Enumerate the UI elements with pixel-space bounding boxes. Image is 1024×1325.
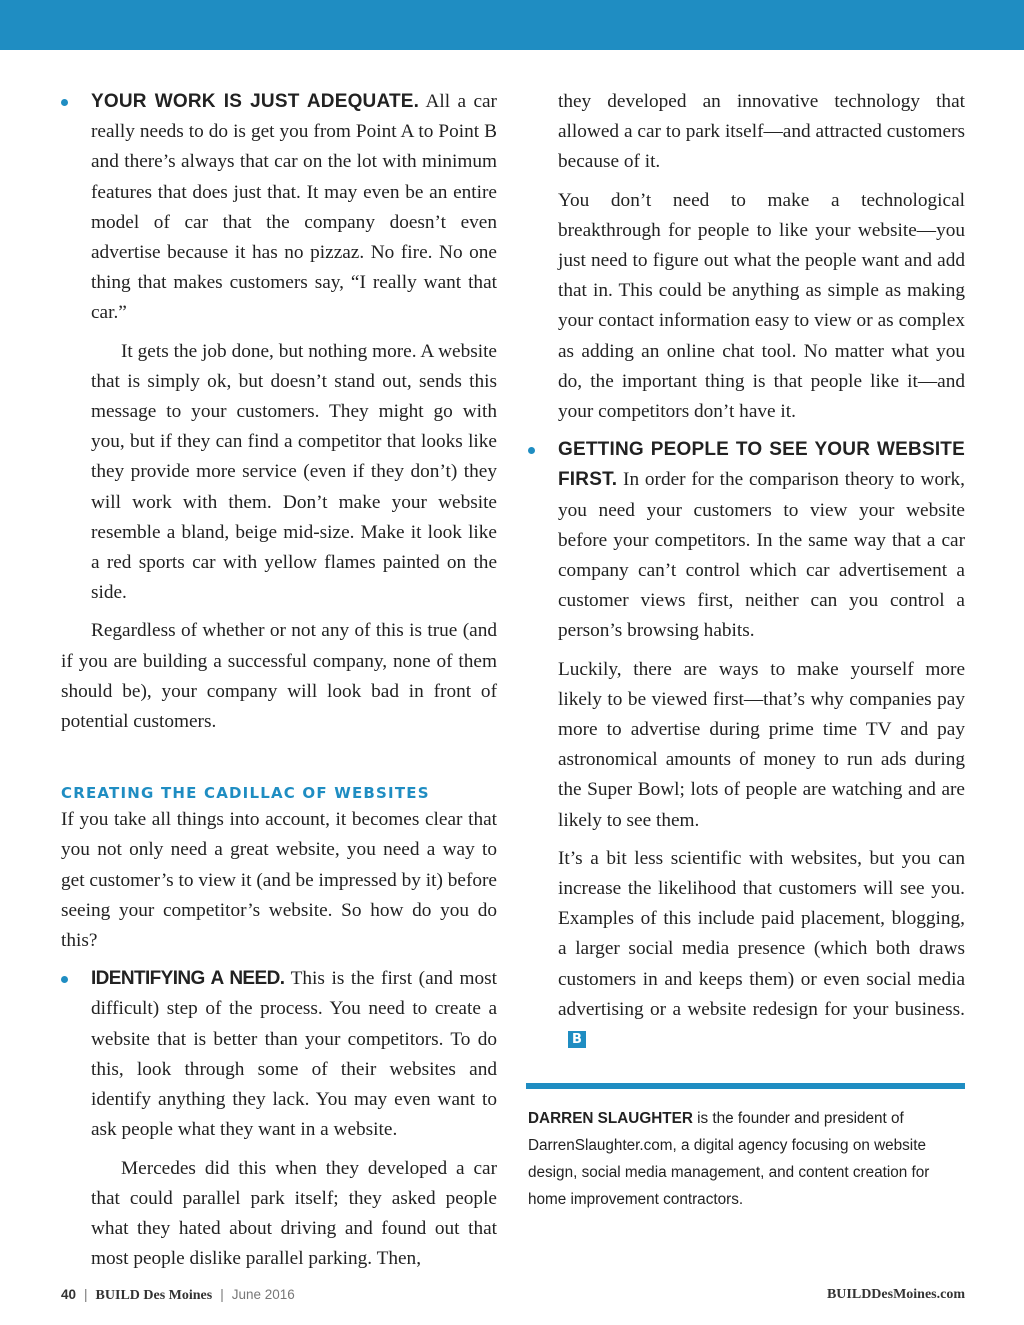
bullet-followup-paragraph: Luckily, there are ways to make yourself more likely to be viewed first—that’s why companies pay more to advertise during prime time TV and pay astronomical amounts of money to run ads during the Super Bowl; lots of people are watching and are likely to see them.	[558, 658, 965, 831]
issue-date: June 2016	[231, 1287, 295, 1302]
body-paragraph: You don’t need to make a technological breakthrough for people to like your website—you just need to figure out what the people want and add that in. This could be anything as simple as making your contact information easy to view or as complex as adding an online chat tool. No matter what you do, the important thing is that people like it—and your competitors don’t have it.	[558, 189, 965, 423]
bullet-lead: YOUR WORK IS JUST ADEQUATE.	[91, 91, 420, 112]
right-column	[528, 87, 965, 1213]
bullet-dot-icon	[61, 976, 68, 983]
page-footer	[61, 1287, 965, 1307]
bullet-item	[61, 87, 497, 608]
bullet-text: In order for the comparison theory to work, you need your customers to view your website before your competitors. In the same way that a car company can’t control which car advertisement a customer views first, neither can you control a person’s browsing habits.	[558, 469, 965, 642]
end-mark-icon: B	[568, 1031, 586, 1048]
footer-separator: |	[220, 1287, 224, 1302]
section-intro-paragraph: If you take all things into account, it becomes clear that you not only need a great website, you need a way to get customer’s to view it (and be impressed by it) before seeing your competitor’s website. So how do you do this?	[61, 809, 497, 952]
footer-left	[61, 1287, 295, 1304]
continued-paragraph: they developed an innovative technology that allowed a car to park itself—and attracted customers because of it.	[558, 91, 965, 173]
page-number: 40	[61, 1287, 77, 1302]
continued-bullet	[528, 87, 965, 427]
bullet-dot-icon	[61, 99, 68, 106]
footer-separator: |	[84, 1287, 88, 1302]
bullet-lead: GETTING PEOPLE TO SEE YOUR WEBSITE FIRST.	[558, 439, 965, 491]
bio-divider	[526, 1083, 965, 1089]
bullet-followup-paragraph	[558, 844, 965, 1055]
bullet-dot-icon	[528, 447, 535, 454]
bullet-lead: IDENTIFYING A NEED.	[91, 968, 285, 990]
bullet-followup-paragraph: Mercedes did this when they developed a car that could parallel park itself; they asked people what they hated about driving and found out that most people dislike parallel parking. Then,	[91, 1157, 497, 1270]
closing-text: It’s a bit less scientific with websites, but you can increase the likelihood that customers will see you. Examples of this include paid placement, blogging, a larger social media presence (which both draws customers in and keeps them) or even social media advertising or a website redesign for your business.	[558, 847, 965, 1020]
bullet-item	[61, 964, 497, 1274]
left-column	[61, 87, 497, 1274]
author-bio	[528, 1105, 965, 1213]
header-bar	[0, 0, 1024, 50]
author-bio-text: is the founder and president of DarrenSlaughter.com, a digital agency focusing on website design, social media management, and content creation for home improvement contractors.	[528, 1110, 930, 1209]
bullet-paragraph	[558, 435, 965, 646]
bullet-paragraph	[91, 87, 497, 329]
bullet-item	[528, 435, 965, 1055]
bullet-text: All a car really needs to do is get you from Point A to Point B and there’s always that car on the lot with minimum features that does just that. It may even be an entire model of car that the company doesn’t even advertise because it has no pizzaz. No fire. No one thing that makes customers say, “I really want that car.”	[91, 91, 497, 324]
bullet-followup-paragraph: It gets the job done, but nothing more. A website that is simply ok, but doesn’t stand out, sends this message to your customers. They might go with you, but if they can find a competitor that looks like they provide more service (even if they don’t) they will work with them. Don’t make your website resemble a bland, beige mid-size. Make it look like a red sports car with yellow flames painted on the side.	[91, 340, 497, 604]
author-name: DARREN SLAUGHTER	[528, 1110, 693, 1128]
bullet-text: This is the first (and most difficult) step of the process. You need to create a website that is better than your competitors. To do this, look through some of their websites and identify anything they lack. You may even want to ask people what they want in a website.	[91, 968, 497, 1141]
body-paragraph: Regardless of whether or not any of this is true (and if you are building a successful company, none of them should be), your company will look bad in front of potential customers.	[61, 620, 497, 733]
section-heading: CREATING THE CADILLAC OF WEBSITES	[61, 784, 430, 803]
bullet-paragraph	[91, 964, 497, 1145]
footer-website: BUILDDesMoines.com	[826, 1287, 965, 1302]
publication-name: BUILD Des Moines	[95, 1288, 213, 1303]
